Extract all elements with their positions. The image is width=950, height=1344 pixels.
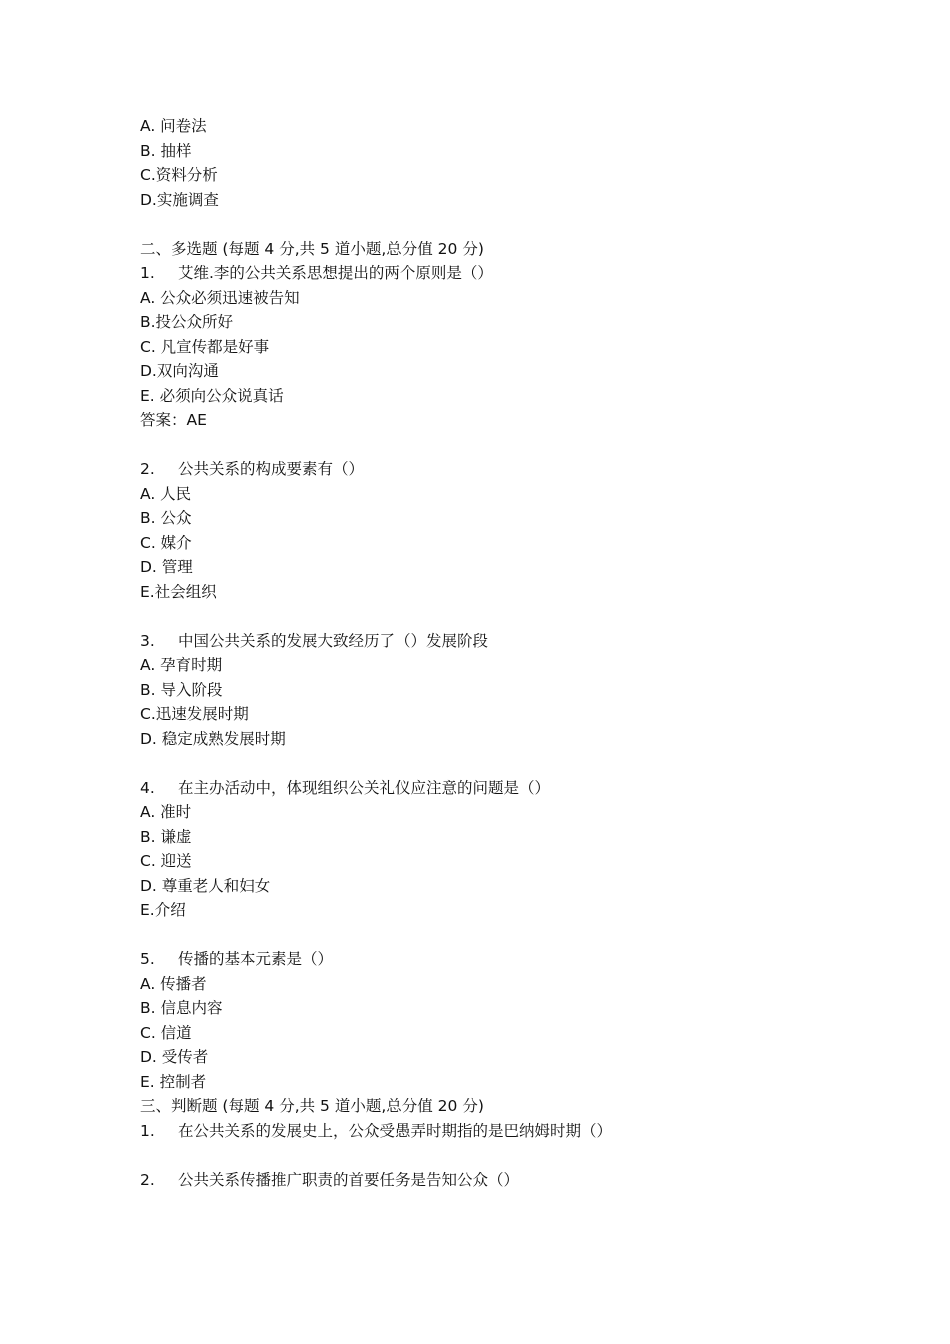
option-line: B. 公众 — [140, 509, 192, 527]
option-line: A. 孕育时期 — [140, 656, 223, 674]
question-line — [140, 776, 840, 801]
option-line: A. 公众必须迅速被告知 — [140, 288, 300, 307]
option-line: A. 传播者 — [140, 974, 207, 993]
section-heading: 二、多选题 (每题 4 分,共 5 道小题,总分值 20 分) — [140, 239, 484, 258]
option-line: D.实施调查 — [140, 190, 219, 209]
option-line: B. 抽样 — [140, 141, 192, 160]
section-heading: 三、判断题 (每题 4 分,共 5 道小题,总分值 20 分) — [140, 1097, 484, 1115]
question-text: 公共关系传播推广职责的首要任务是告知公众（） — [178, 1170, 520, 1189]
option-line: D. 尊重老人和妇女 — [140, 876, 271, 895]
option-line: C. 信道 — [140, 1023, 192, 1042]
option-line: A. 准时 — [140, 803, 192, 821]
question-text: 公共关系的构成要素有（） — [178, 460, 365, 478]
document-content — [140, 114, 840, 1192]
option-line: C.资料分析 — [140, 166, 218, 184]
option-line: E.介绍 — [140, 901, 186, 919]
option-line: D. 管理 — [140, 558, 193, 576]
option-line: E. 必须向公众说真话 — [140, 386, 284, 405]
option-line: E. 控制者 — [140, 1072, 207, 1091]
question-line — [140, 1168, 840, 1193]
question-number: 1. — [140, 1121, 155, 1140]
option-line: E.社会组织 — [140, 582, 217, 601]
option-line: A. 问卷法 — [140, 117, 207, 135]
question-line — [140, 629, 840, 654]
question-text: 在主办活动中，体现组织公关礼仪应注意的问题是（） — [178, 778, 551, 797]
option-line: C. 凡宣传都是好事 — [140, 337, 270, 356]
blank-line — [140, 923, 840, 948]
option-line: C.迅速发展时期 — [140, 705, 249, 723]
question-number: 4. — [140, 778, 155, 797]
blank-line — [140, 1143, 840, 1168]
question-text: 传播的基本元素是（） — [178, 950, 334, 968]
option-line: D. 稳定成熟发展时期 — [140, 729, 286, 748]
option-line: B.投公众所好 — [140, 313, 234, 331]
option-line: C. 媒介 — [140, 533, 192, 552]
option-line: D. 受传者 — [140, 1048, 209, 1066]
question-number: 5. — [140, 950, 155, 968]
question-line — [140, 261, 840, 286]
blank-line — [140, 212, 840, 237]
answer-line: 答案：AE — [140, 411, 207, 429]
question-number: 3. — [140, 631, 155, 650]
question-line — [140, 947, 840, 972]
option-line: C. 迎送 — [140, 852, 192, 870]
blank-line — [140, 433, 840, 458]
question-text: 在公共关系的发展史上，公众受愚弄时期指的是巴纳姆时期（） — [178, 1121, 613, 1140]
question-text: 中国公共关系的发展大致经历了（）发展阶段 — [178, 631, 489, 650]
option-line: A. 人民 — [140, 484, 192, 503]
question-number: 2. — [140, 460, 155, 478]
question-line — [140, 1119, 630, 1144]
option-line: B. 导入阶段 — [140, 680, 223, 699]
option-line: B. 谦虚 — [140, 827, 192, 846]
blank-line — [140, 604, 840, 629]
option-line: D.双向沟通 — [140, 362, 219, 380]
blank-line — [140, 751, 840, 776]
option-line: B. 信息内容 — [140, 999, 223, 1017]
question-text: 艾维.李的公共关系思想提出的两个原则是（） — [178, 264, 493, 282]
question-line — [140, 457, 840, 482]
question-number: 1. — [140, 264, 155, 282]
question-number: 2. — [140, 1170, 155, 1189]
